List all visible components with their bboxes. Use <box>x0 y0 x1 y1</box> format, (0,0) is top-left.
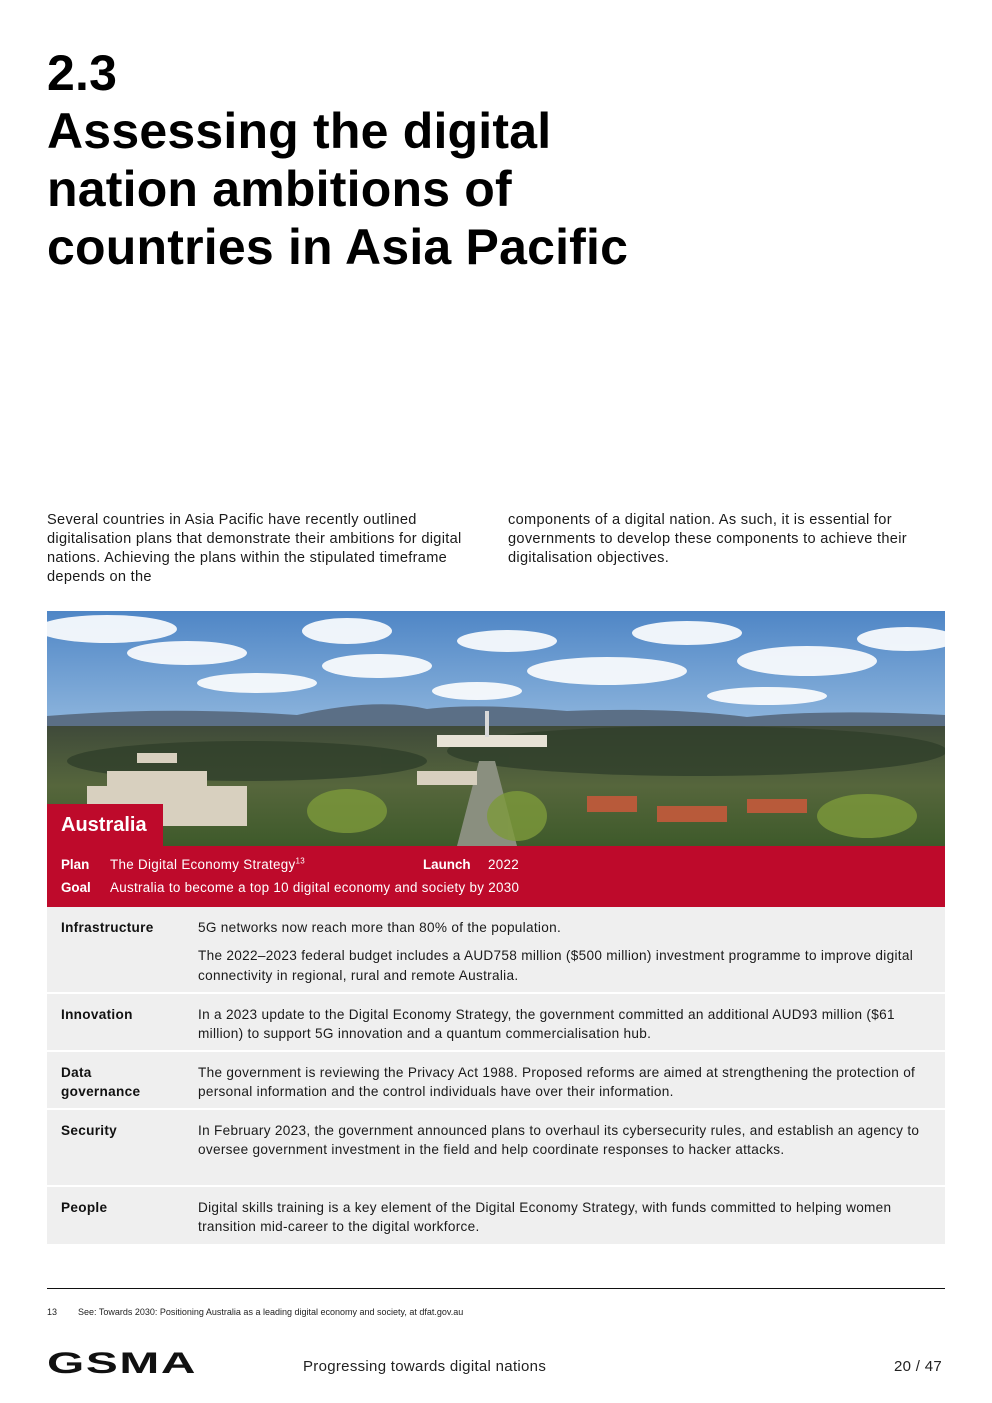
footnote-number: 13 <box>47 1307 58 1317</box>
goal-value: Australia to become a top 10 digital economy and society by 2030 <box>110 880 520 895</box>
plan-summary-bar <box>47 846 945 907</box>
heading-line: nation ambitions of <box>47 161 512 217</box>
launch-label: Launch <box>423 857 471 872</box>
country-tab: Australia <box>47 804 163 847</box>
canberra-aerial-photo <box>47 611 945 846</box>
intro-paragraph-col1: Several countries in Asia Pacific have recently outlined digitalisation plans that demonstrate their ambitions for digital nations. Achieving the plans within the stipulated timeframe depends on the <box>47 512 462 585</box>
gsma-logo <box>47 1349 199 1380</box>
svg-text:GSMA: GSMA <box>47 1349 197 1375</box>
footnote-text: See: Towards 2030: Positioning Australia as a leading digital economy and society, at dfat.gov.au <box>78 1307 464 1317</box>
page-number: 20 / 47 <box>894 1358 942 1375</box>
table-row <box>47 1187 945 1244</box>
row-label: People <box>61 1200 108 1215</box>
row-value: 5G networks now reach more than 80% of the population. The 2022–2023 federal budget includes a AUD758 million ($500 million) investment programme to improve digital connectivity in regional, rural and remote Australia. <box>198 920 914 983</box>
intro-paragraph-col2: components of a digital nation. As such, it is essential for governments to develop these components to achieve their digitalisation objectives. <box>508 512 907 566</box>
row-value: In February 2023, the government announced plans to overhaul its cybersecurity rules, and establish an agency to oversee government investment in the field and help coordinate responses to hacker attacks. <box>198 1123 920 1158</box>
table-row <box>47 1110 945 1187</box>
table-row <box>47 1052 945 1110</box>
footnote-ref: 13 <box>295 856 306 866</box>
row-value: Digital skills training is a key element of the Digital Economy Strategy, with funds committed to helping women transition mid-career to the digital workforce. <box>198 1200 892 1235</box>
row-label: Infrastructure <box>61 920 154 935</box>
plan-value: The Digital Economy Strategy$^{13}$ <box>110 856 306 872</box>
row-label: Innovation <box>61 1007 133 1022</box>
heading-line: countries in Asia Pacific <box>47 219 629 275</box>
goal-label: Goal <box>61 880 91 895</box>
row-label: Data governance <box>61 1065 141 1100</box>
heading-line: Assessing the digital <box>47 103 552 159</box>
section-number: 2.3 <box>47 45 118 101</box>
row-value: In a 2023 update to the Digital Economy Strategy, the government committed an additional AUD93 million ($61 million) to support 5G innovation and a quantum commercialisation hub. <box>198 1007 895 1042</box>
footnote-divider <box>47 1288 945 1289</box>
footnote <box>47 1307 463 1317</box>
digital-nation-table <box>47 907 945 1244</box>
table-row <box>47 907 945 994</box>
row-label: Security <box>61 1123 118 1138</box>
row-value: The government is reviewing the Privacy Act 1988. Proposed reforms are aimed at strengthening the protection of personal information and the control individuals have over their information. <box>198 1065 916 1100</box>
launch-value: 2022 <box>488 857 519 872</box>
section-heading <box>47 44 628 276</box>
footer-title: Progressing towards digital nations <box>303 1358 547 1375</box>
plan-label: Plan <box>61 857 90 872</box>
table-row <box>47 994 945 1052</box>
